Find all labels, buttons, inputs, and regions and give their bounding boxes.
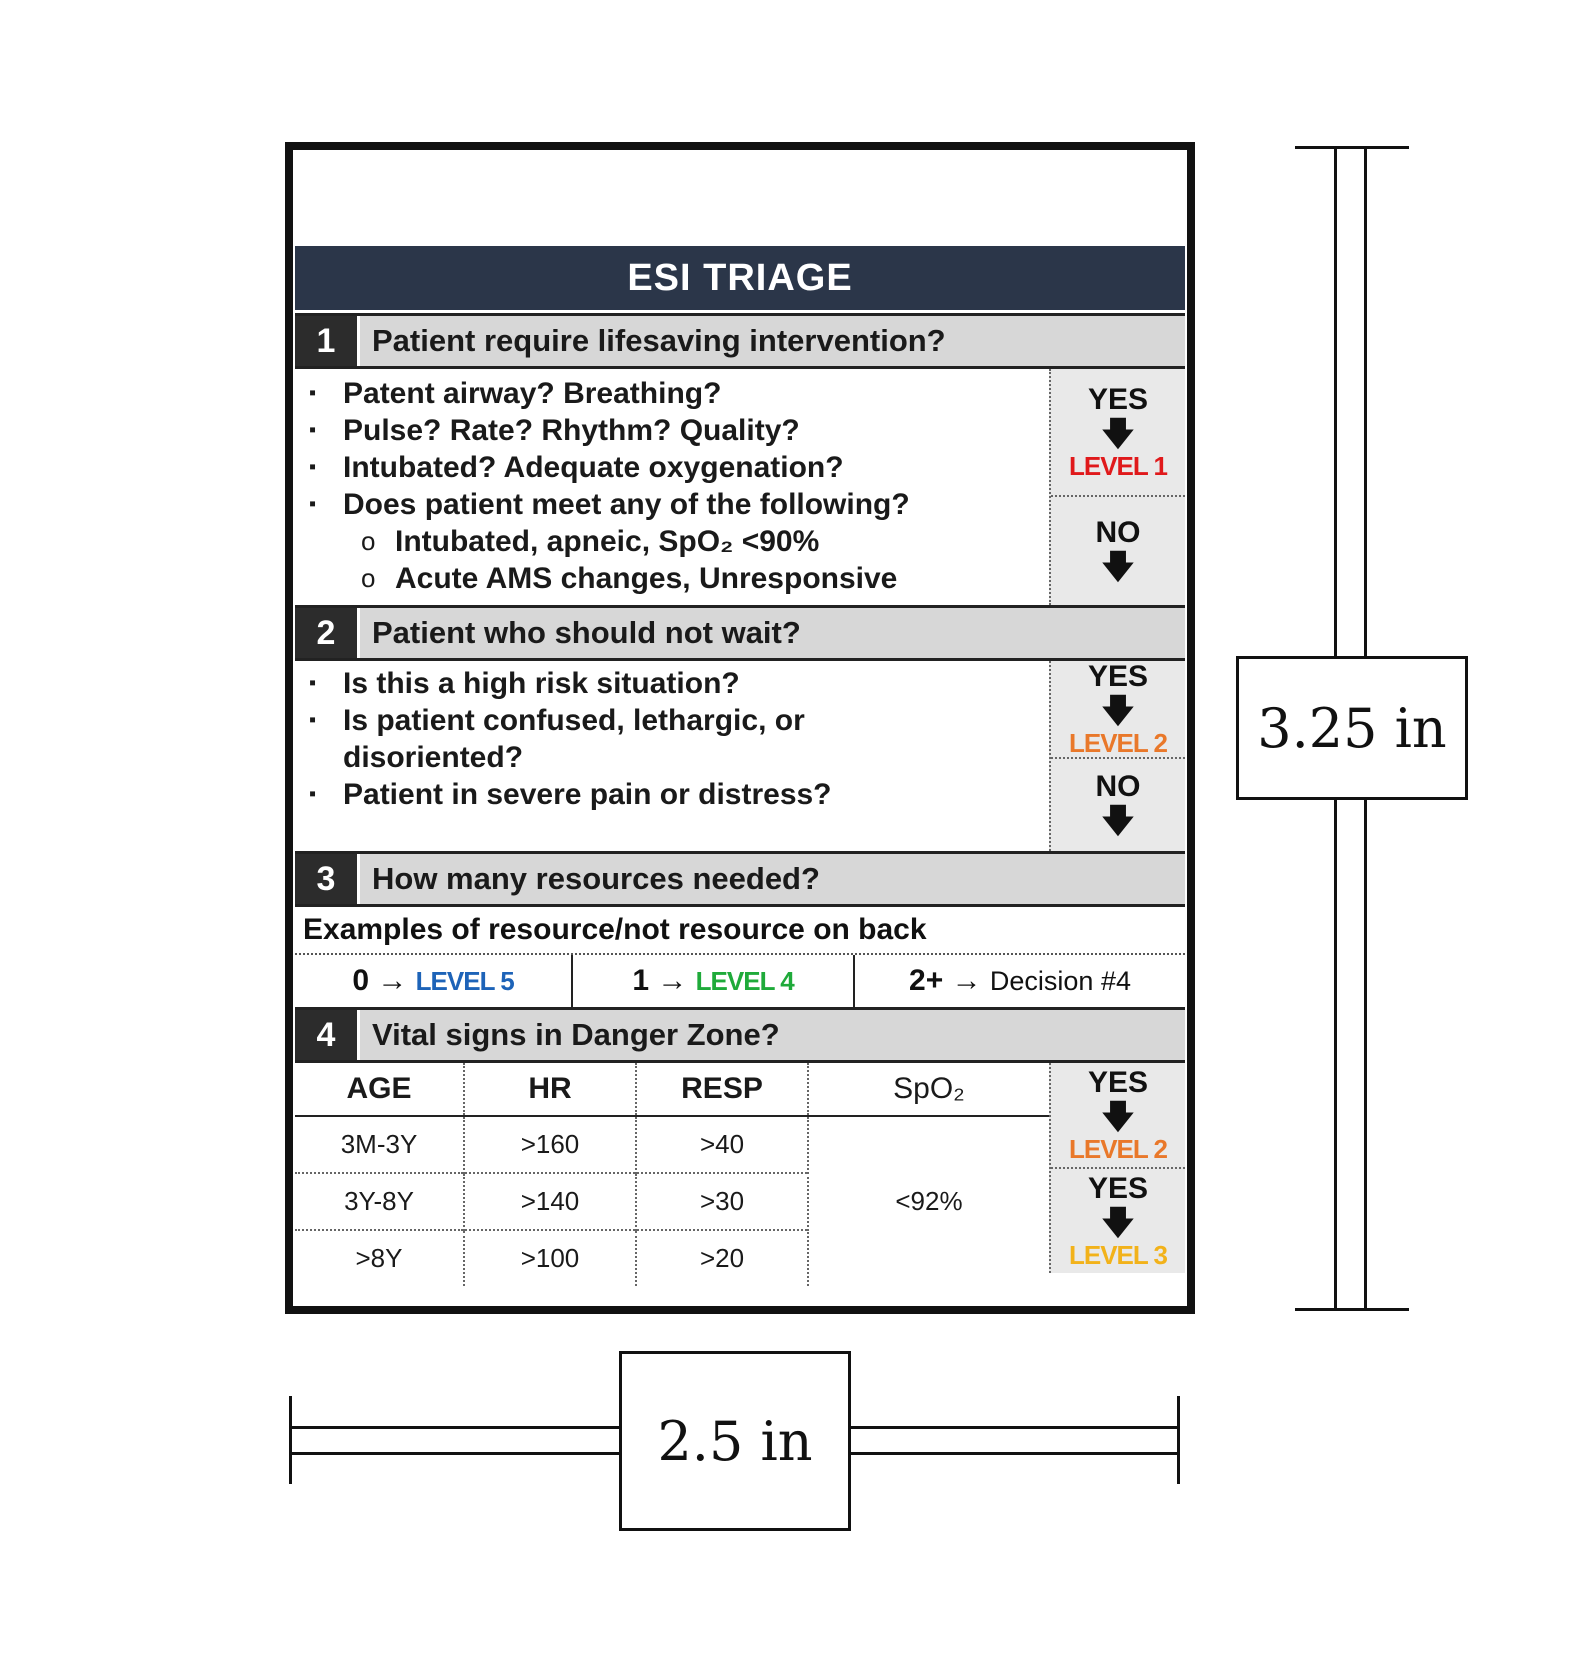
yes-outcome: [1051, 1167, 1185, 1273]
level-5-label: LEVEL 5: [415, 965, 514, 996]
level-2-label: LEVEL 2: [1068, 1134, 1167, 1164]
level-3-label: LEVEL 3: [1068, 1240, 1167, 1270]
section-question: Patient require lifesaving intervention?: [357, 316, 1185, 366]
bullet-item: ▪ Does patient meet any of the following?: [305, 486, 1049, 523]
right-arrow-icon: →: [649, 964, 696, 997]
section-4-body: [295, 1063, 1185, 1273]
no-outcome: [1051, 757, 1185, 851]
level-2-label: LEVEL 2: [1068, 728, 1167, 758]
down-arrow-icon: 🡇: [1100, 548, 1136, 586]
resource-count: 2+: [909, 964, 944, 997]
yes-label: YES: [1087, 383, 1149, 416]
section-1-criteria: [295, 369, 1049, 605]
resource-count: 1: [632, 964, 649, 997]
section-1-outcomes: [1049, 369, 1185, 605]
section-number: 2: [295, 608, 357, 658]
hr-cell: >140: [464, 1173, 636, 1230]
yes-label: YES: [1087, 660, 1149, 693]
age-cell: 3Y-8Y: [295, 1173, 464, 1230]
yes-label: YES: [1087, 1066, 1149, 1099]
resp-cell: >30: [636, 1173, 808, 1230]
sub-bullet-list: [305, 523, 1049, 597]
bullet-item: ▪ Is patient confused, lethargic, or disoriented?: [305, 702, 1049, 776]
section-3-header: [295, 851, 1185, 907]
resource-count: 0: [352, 964, 369, 997]
down-arrow-icon: 🡇: [1100, 692, 1136, 730]
section-2-body: [295, 661, 1185, 851]
column-header-hr: HR: [464, 1063, 636, 1116]
down-arrow-icon: 🡇: [1100, 1204, 1136, 1242]
decision-4-label: Decision #4: [989, 965, 1131, 996]
section-2-header: [295, 605, 1185, 661]
resp-cell: >20: [636, 1230, 808, 1286]
hr-cell: >160: [464, 1116, 636, 1173]
section-2-outcomes: [1049, 661, 1185, 851]
section-number: 4: [295, 1010, 357, 1060]
section-4-outcomes: [1049, 1063, 1185, 1273]
height-dimension-label: 3.25 in: [1236, 656, 1468, 800]
section-1-body: [295, 369, 1185, 605]
bullet-item: ▪ Patient in severe pain or distress?: [305, 776, 1049, 813]
down-arrow-icon: 🡇: [1100, 802, 1136, 840]
resp-cell: >40: [636, 1116, 808, 1173]
column-header-age: AGE: [295, 1063, 464, 1116]
right-arrow-icon: →: [943, 964, 990, 997]
section-1-header: [295, 313, 1185, 369]
section-number: 3: [295, 854, 357, 904]
down-arrow-icon: 🡇: [1100, 415, 1136, 453]
section-question: Vital signs in Danger Zone?: [357, 1010, 1185, 1060]
yes-outcome: [1051, 369, 1185, 495]
section-number: 1: [295, 316, 357, 366]
hr-cell: >100: [464, 1230, 636, 1286]
bullet-item: ▪ Intubated? Adequate oxygenation?: [305, 449, 1049, 486]
height-dimension-top-cap: [1295, 146, 1409, 149]
age-cell: 3M-3Y: [340, 1129, 418, 1159]
no-label: NO: [1095, 770, 1141, 803]
right-arrow-icon: →: [369, 964, 416, 997]
column-header-spo2: SpO₂: [808, 1063, 1049, 1116]
section-question: How many resources needed?: [357, 854, 1185, 904]
bullet-item: ▪ Patent airway? Breathing?: [305, 375, 1049, 412]
yes-outcome: [1051, 661, 1185, 757]
bullet-list: [305, 375, 1049, 523]
height-dimension-bottom-cap: [1295, 1308, 1409, 1311]
yes-outcome: [1051, 1063, 1185, 1167]
section-question: Patient who should not wait?: [357, 608, 1185, 658]
down-arrow-icon: 🡇: [1100, 1098, 1136, 1136]
card-title: ESI TRIAGE: [295, 246, 1185, 313]
section-4-header: [295, 1010, 1185, 1063]
section-2-criteria: [295, 661, 1049, 851]
age-cell: >8Y: [295, 1230, 464, 1286]
vital-signs-table: [295, 1063, 1049, 1286]
level-4-label: LEVEL 4: [695, 965, 794, 996]
bullet-list: [305, 665, 1049, 813]
no-outcome: [1051, 495, 1185, 605]
resource-examples-note: Examples of resource/not resource on back: [295, 907, 1185, 955]
card-content: [295, 246, 1185, 1304]
yes-label: YES: [1087, 1172, 1149, 1205]
level-1-label: LEVEL 1: [1068, 451, 1167, 481]
no-label: NO: [1095, 516, 1141, 549]
triage-card: [285, 142, 1195, 1314]
bullet-item: ▪ Is this a high risk situation?: [305, 665, 1049, 702]
width-dimension-label: 2.5 in: [619, 1351, 851, 1531]
width-dimension-left-cap: [289, 1396, 292, 1484]
spo2-cell: <92%: [808, 1116, 1049, 1286]
column-header-resp: RESP: [636, 1063, 808, 1116]
bullet-item: ▪ Pulse? Rate? Rhythm? Quality?: [305, 412, 1049, 449]
width-dimension-right-cap: [1177, 1396, 1180, 1484]
resource-option-1: [571, 955, 853, 1007]
resource-option-2: [853, 955, 1185, 1007]
sub-bullet-item: o Acute AMS changes, Unresponsive: [305, 560, 1049, 597]
resource-option-0: [295, 955, 571, 1007]
resource-options: [295, 955, 1185, 1010]
sub-bullet-item: o Intubated, apneic, SpO₂ <90%: [305, 523, 1049, 560]
table-row: [295, 1116, 1049, 1173]
